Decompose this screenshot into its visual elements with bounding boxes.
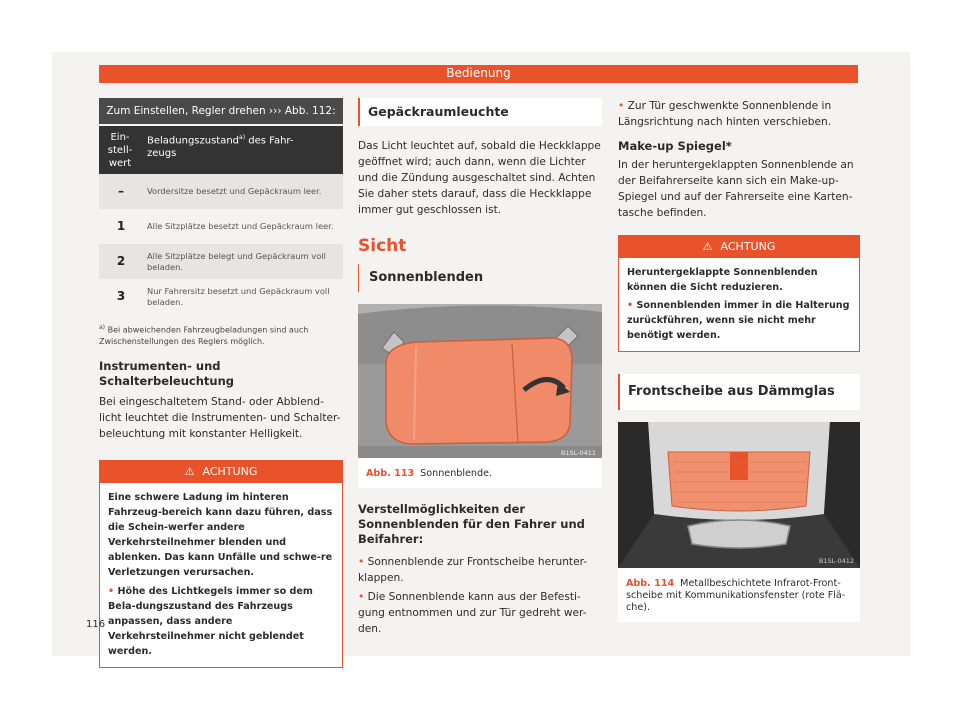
table-row: [99, 174, 343, 209]
makeup-heading: Make-up Spiegel*: [618, 139, 732, 153]
table-header-load-text: Beladungszustand: [147, 135, 240, 147]
warning-text: Heruntergeklappte Sonnenblenden können die Sicht reduzieren.: [627, 267, 818, 293]
footnote-mark: a): [99, 324, 106, 331]
section-header-bar: [99, 65, 858, 83]
manual-page: [52, 52, 910, 656]
warning-bullet-text: Sonnenblenden immer in die Halterung zurückführen, wenn sie nicht mehr benötigt werden.: [627, 300, 850, 341]
warning-title: ACHTUNG: [720, 240, 776, 253]
figure-caption-text: Metallbeschichtete Infrarot-Front-scheibe mit Kommunikationsfenster (rote Flä-che).: [626, 578, 846, 613]
bullet-icon: •: [627, 300, 634, 311]
bullet-icon: •: [358, 591, 365, 603]
section-title: Bedienung: [446, 66, 511, 80]
figure-code: B1SL-0412: [818, 557, 854, 565]
luggage-light-text: Das Licht leuchtet auf, sobald die Heckklappe geöffnet wird; auch dann, wenn die Lichter und die Zündung ausgeschaltet sind. Achten Sie daher stets darauf, dass die Heckklappe immer gut geschlossen ist.: [358, 140, 601, 216]
adjust-bullet-text: Sonnenblende zur Frontscheibe herunter-klappen.: [358, 556, 588, 584]
warning-header: [619, 236, 859, 258]
warning-bullet-text: Höhe des Lichtkegels immer so dem Bela-dungszustand des Fahrzeugs anpassen, dass andere Verkehrsteilnehmer nicht geblendet werden.: [108, 585, 313, 657]
warning-body: [619, 258, 859, 351]
warning-body: [100, 483, 342, 667]
table-row: [99, 209, 343, 244]
column-left: [99, 98, 343, 668]
column-middle: [358, 98, 602, 637]
bullet-icon: •: [358, 556, 365, 568]
adjust-bullet: [358, 554, 602, 586]
load-description: Nur Fahrersitz besetzt und Gepäckraum voll beladen.: [141, 279, 343, 314]
section-sicht-title: Sicht: [358, 236, 407, 256]
windscreen-illustration: [618, 422, 860, 568]
warning-box: [618, 235, 860, 352]
footnote-ref: a): [239, 134, 246, 141]
setting-value: 2: [99, 244, 141, 279]
warning-text: Eine schwere Ladung im hinteren Fahrzeug-bereich kann dazu führen, dass die Schein-werfer andere Verkehrsteilnehmer blenden und ablenken. Das kann Unfälle und schwe-re Verletzungen verursachen.: [108, 491, 333, 578]
warning-title: ACHTUNG: [202, 464, 258, 478]
windscreen-heading: Frontscheibe aus Dämmglas: [618, 374, 860, 410]
figure-114: [618, 422, 860, 622]
table-caption: Zum Einstellen, Regler drehen ››› Abb. 112:: [99, 98, 343, 124]
adjust-bullet: [618, 98, 860, 130]
figure-caption: [358, 462, 602, 488]
warning-triangle-icon: ⚠: [184, 464, 195, 478]
figure-label: Abb. 114: [626, 578, 675, 589]
adjust-heading: Verstellmöglichkeiten der Sonnenblenden für den Fahrer und Beifahrer:: [358, 502, 585, 546]
instruments-heading: Instrumenten- und Schalterbeleuchtung: [99, 358, 235, 388]
setting-value: 3: [99, 279, 141, 314]
sun-visor-illustration: [358, 304, 602, 458]
bullet-icon: •: [108, 585, 115, 597]
figure-code: B1SL-0411: [560, 449, 596, 457]
figure-caption-text: Sonnenblende.: [420, 468, 493, 479]
luggage-light-heading: Gepäckraumleuchte: [358, 98, 602, 126]
figure-caption: [618, 572, 860, 622]
table-footnote: [99, 322, 343, 347]
load-setting-table: [99, 126, 343, 314]
makeup-text: In der heruntergeklappten Sonnenblende an der Beifahrerseite kann sich ein Make-up-Spiegel und auf der Fahrerseite eine Karten-tasche befinden.: [618, 159, 854, 219]
load-description: Vordersitze besetzt und Gepäckraum leer.: [141, 174, 343, 209]
setting-value: –: [99, 174, 141, 209]
instruments-text: Bei eingeschaltetem Stand- oder Abblend-licht leuchtet die Instrumenten- und Schalter-beleuchtung mit konstanter Helligkeit.: [99, 395, 341, 440]
figure-113: [358, 304, 602, 488]
warning-bullet: [108, 584, 334, 659]
table-header-load-rest: des Fahr- zeugs: [147, 135, 294, 160]
table-header-load: [141, 126, 343, 174]
setting-value: 1: [99, 209, 141, 244]
table-row: [99, 244, 343, 279]
load-description: Alle Sitzplätze belegt und Gepäckraum voll beladen.: [141, 244, 343, 279]
table-header-setting: Ein- stell- wert: [99, 126, 141, 174]
page-number: 116: [86, 619, 106, 630]
adjust-bullet-text: Die Sonnenblende kann aus der Befesti-gung entnommen und zur Tür gedreht wer-den.: [358, 591, 587, 635]
load-description: Alle Sitzplätze besetzt und Gepäckraum leer.: [141, 209, 343, 244]
warning-triangle-icon: ⚠: [702, 240, 713, 253]
adjust-bullet: [358, 589, 602, 637]
figure-label: Abb. 113: [366, 468, 415, 479]
warning-bullet: [627, 298, 851, 343]
footnote-text: Bei abweichenden Fahrzeugbeladungen sind auch Zwischenstellungen des Reglers möglich.: [99, 325, 309, 346]
table-row: [99, 279, 343, 314]
sun-visor-heading: Sonnenblenden: [358, 264, 602, 292]
warning-header: [100, 461, 342, 483]
warning-box: [99, 460, 343, 668]
bullet-icon: •: [618, 100, 625, 112]
adjust-bullet-text: Zur Tür geschwenkte Sonnenblende in Längsrichtung nach hinten verschieben.: [618, 100, 832, 128]
column-right: [618, 98, 860, 622]
